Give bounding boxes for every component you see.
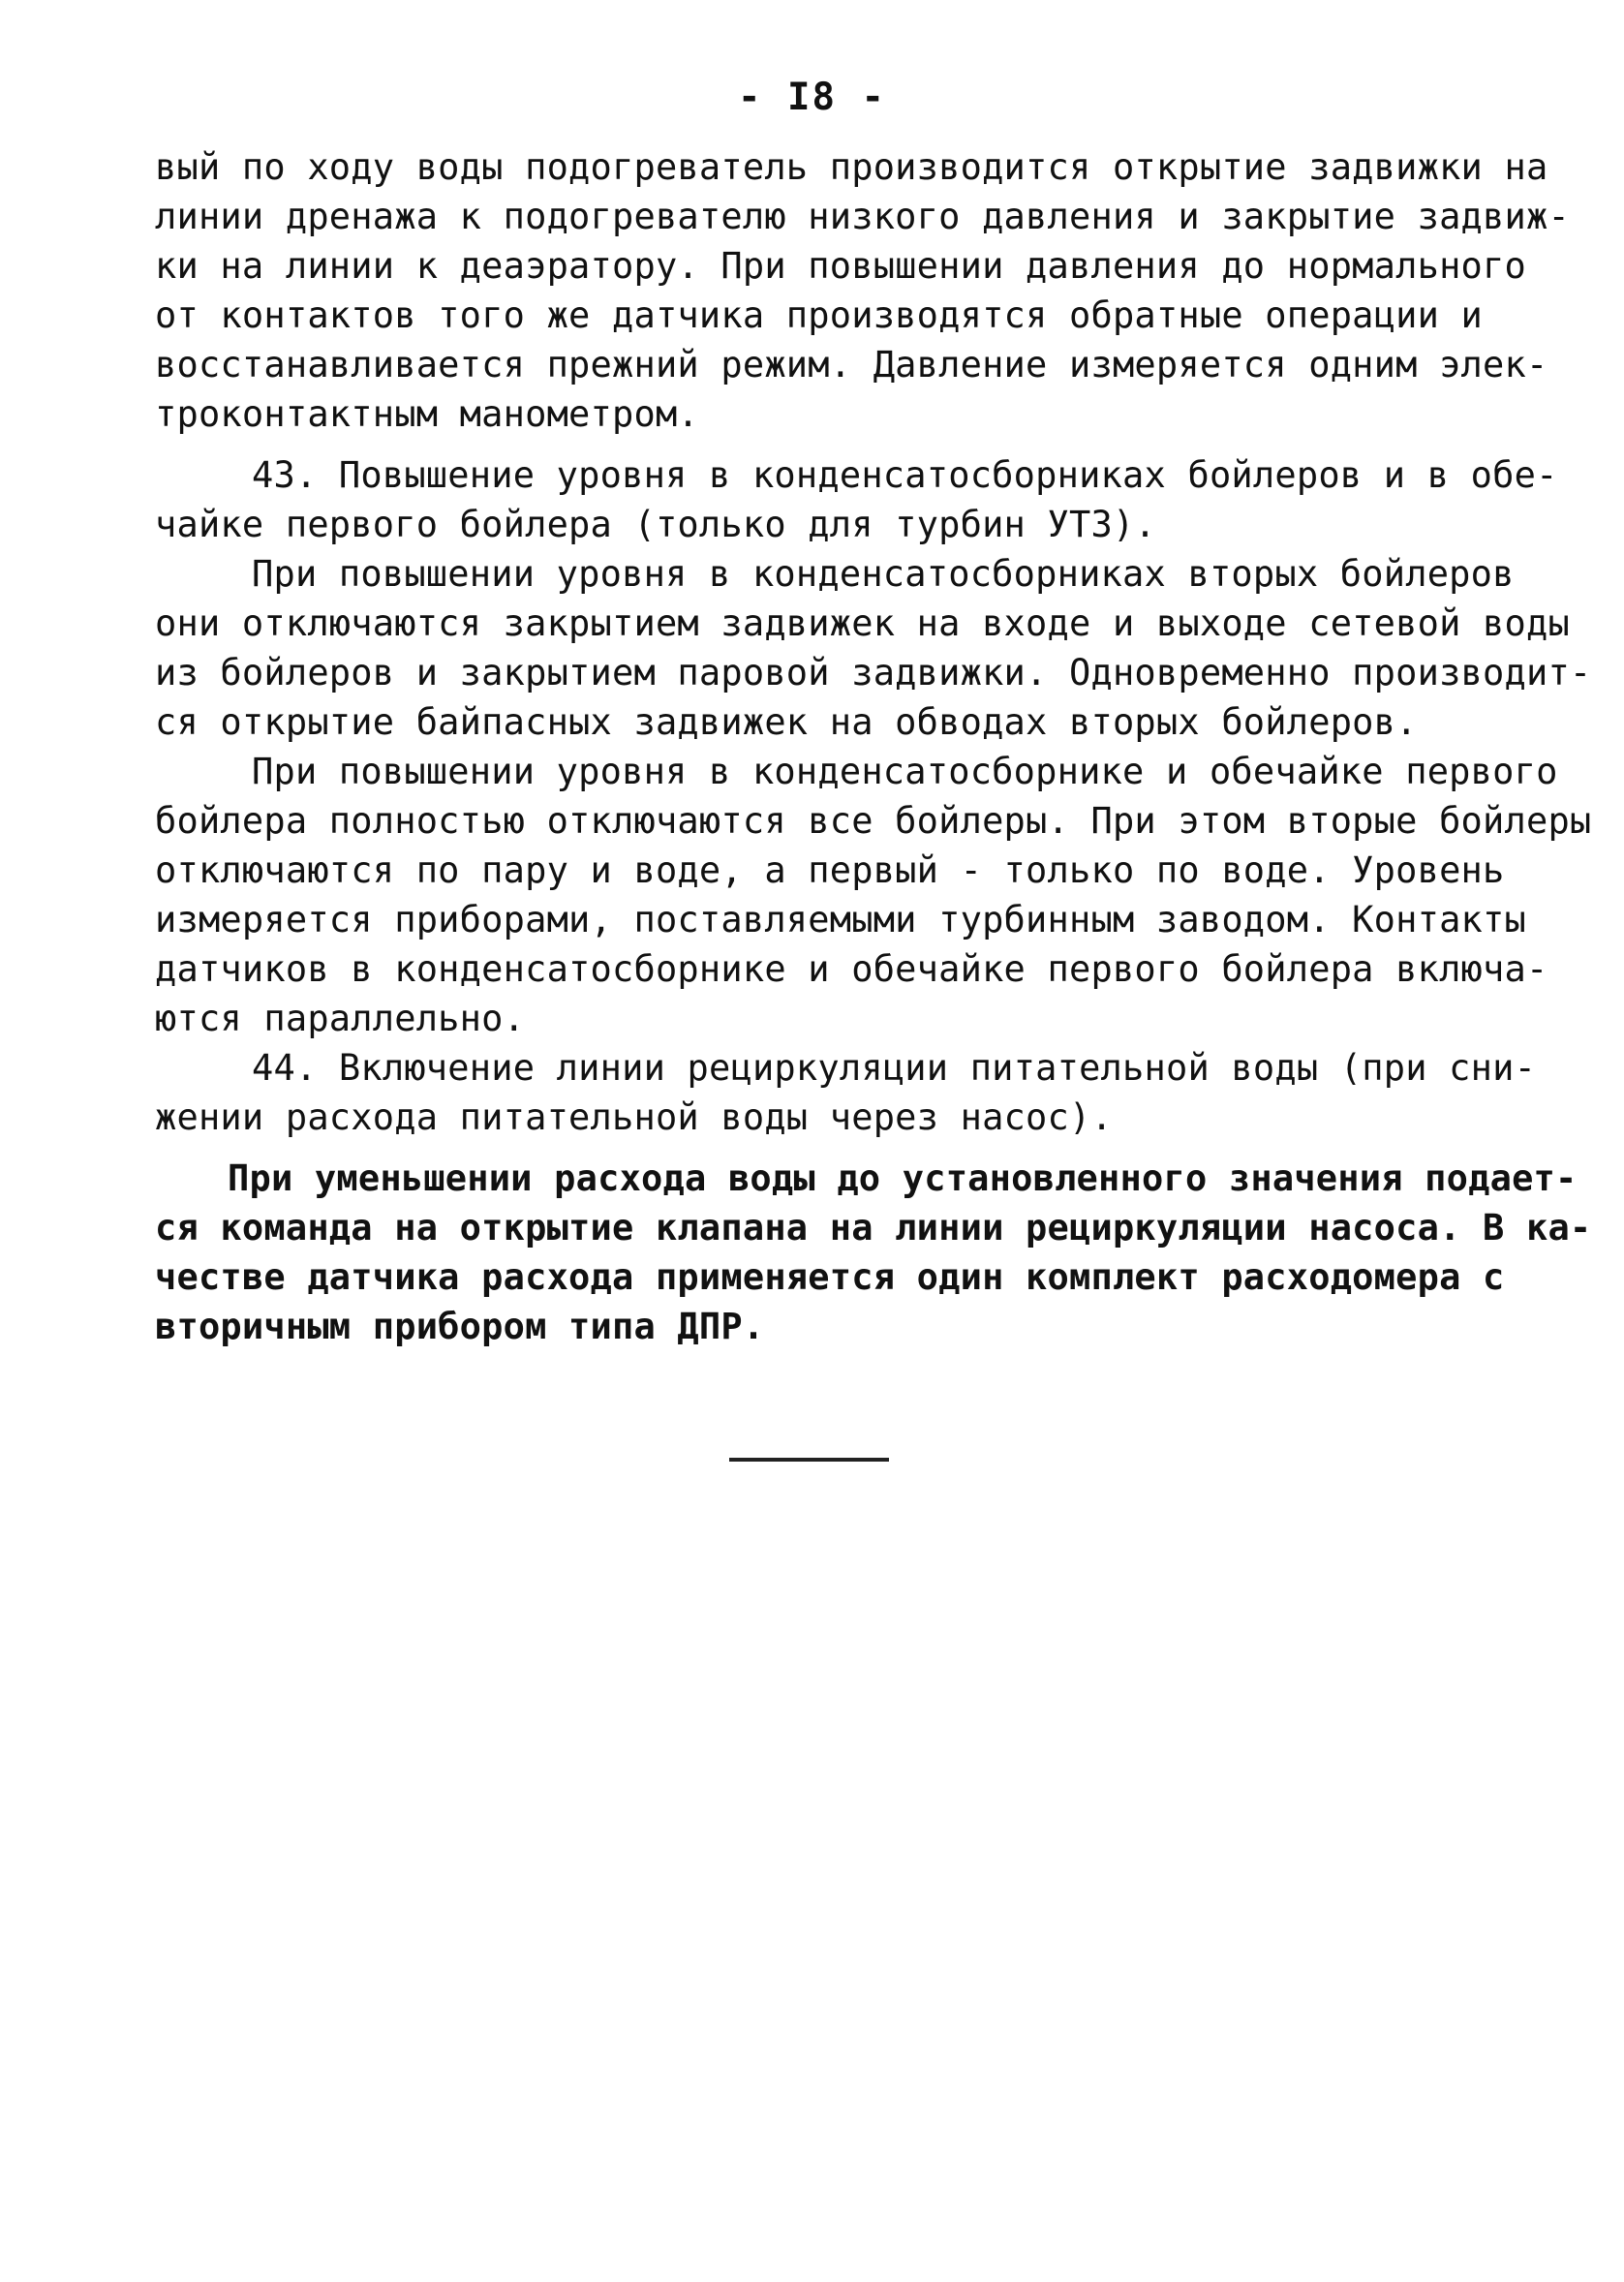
text-line: бойлера полностью отключаются все бойлеры. При этом вторые бойлеры — [155, 800, 1592, 842]
section-heading-44: 44. Включение линии рециркуляции питательной воды (при сни- — [252, 1047, 1537, 1089]
text-line: ки на линии к деаэратору. При повышении давления до нормального — [155, 245, 1526, 287]
text-line: троконтактным манометром. — [155, 393, 699, 435]
paragraph-start: При повышении уровня в конденсатосборниках вторых бойлеров — [252, 553, 1515, 595]
text-line: отключаются по пару и воде, а первый - только по воде. Уровень — [155, 849, 1505, 891]
paragraph-start: При повышении уровня в конденсатосборнике и обечайке первого — [252, 751, 1558, 792]
text-line: ся открытие байпасных задвижек на обводах вторых бойлеров. — [155, 701, 1418, 743]
text-line: восстанавливается прежний режим. Давление измеряется одним элек- — [155, 344, 1548, 385]
section-heading-43: 43. Повышение уровня в конденсатосборниках бойлеров и в обе- — [252, 454, 1558, 496]
paragraph-start: При уменьшении расхода воды до установленного значения подает- — [228, 1157, 1578, 1199]
text-line: ются параллельно. — [155, 998, 526, 1039]
page-number: - I8 - — [738, 76, 886, 119]
text-line: из бойлеров и закрытием паровой задвижки. Одновременно производит- — [155, 652, 1592, 694]
text-line: они отключаются закрытием задвижек на входе и выходе сетевой воды — [155, 602, 1570, 644]
end-of-section-rule — [729, 1458, 889, 1462]
text-line: ся команда на открытие клапана на линии рециркуляции насоса. В ка- — [155, 1207, 1592, 1249]
text-line: жении расхода питательной воды через насос). — [155, 1096, 1113, 1138]
document-body — [155, 142, 1592, 1351]
text-line: линии дренажа к подогревателю низкого давления и закрытие задвиж- — [155, 196, 1570, 237]
text-line: вторичным прибором типа ДПР. — [155, 1306, 765, 1347]
text-line: измеряется приборами, поставляемыми турбинным заводом. Контакты — [155, 899, 1526, 941]
text-line: датчиков в конденсатосборнике и обечайке первого бойлера включа- — [155, 948, 1548, 990]
text-line: вый по ходу воды подогреватель производится открытие задвижки на — [155, 146, 1548, 188]
text-line: от контактов того же датчика производятся обратные операции и — [155, 294, 1484, 336]
text-line: чайке первого бойлера (только для турбин УТЗ). — [155, 504, 1156, 545]
text-line: честве датчика расхода применяется один комплект расходомера с — [155, 1256, 1505, 1298]
